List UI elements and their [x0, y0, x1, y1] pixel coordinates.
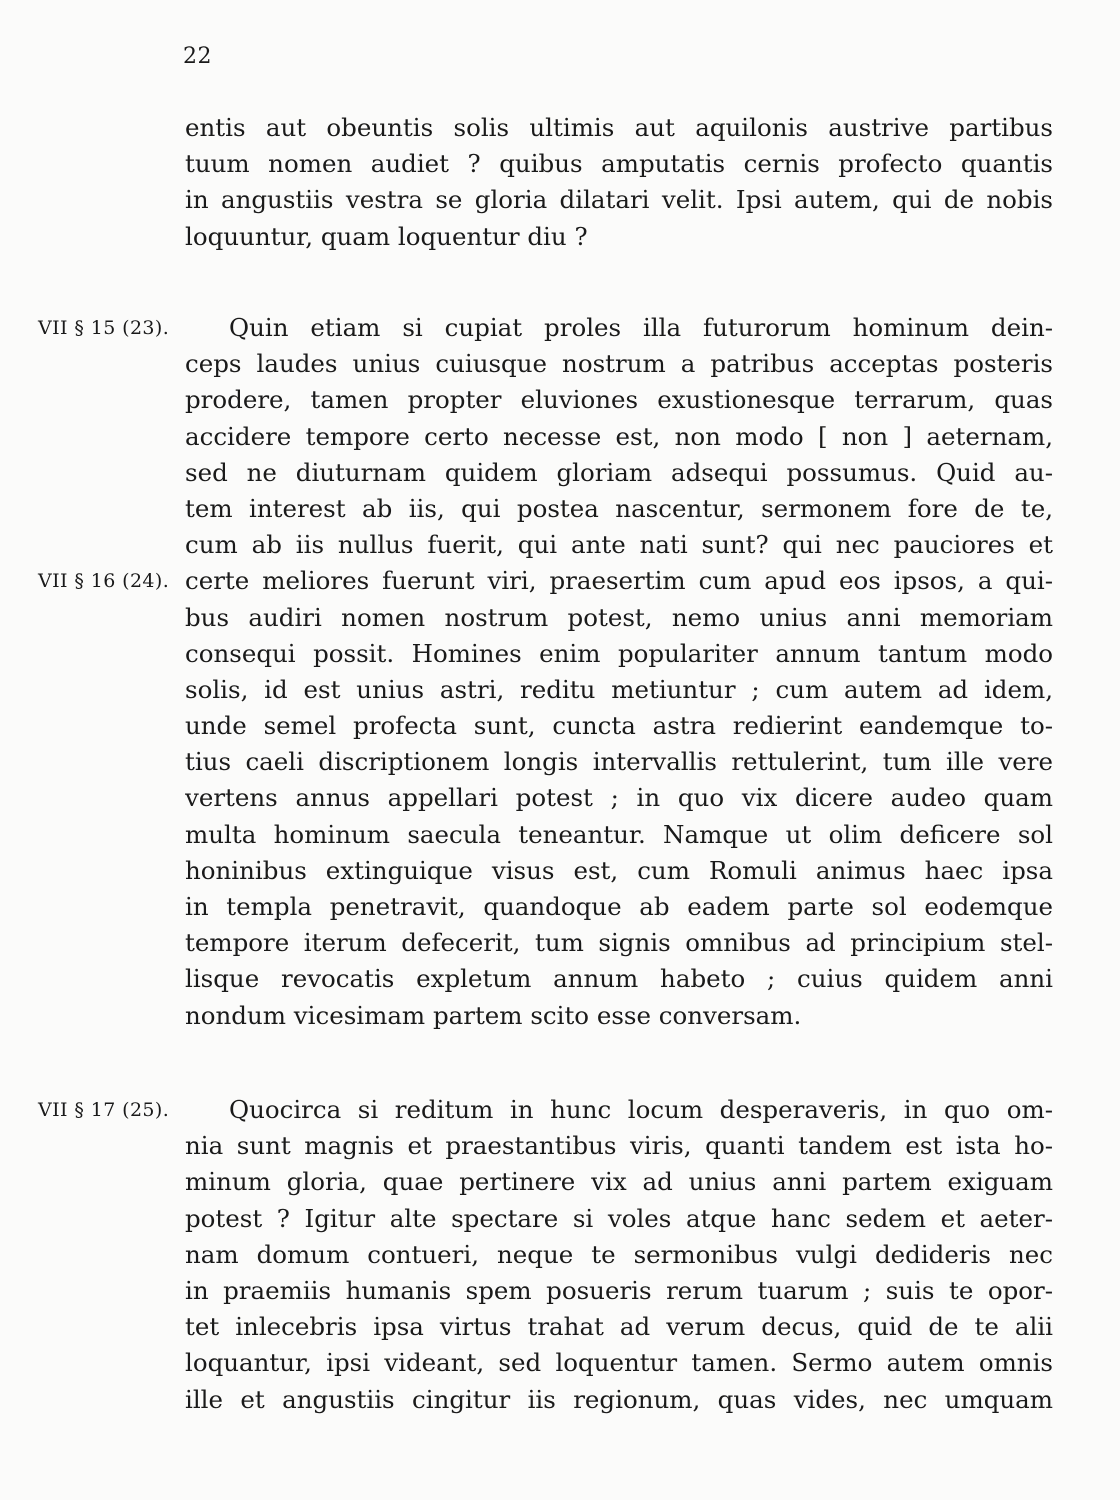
text-line: tet inlecebris ipsa virtus trahat ad verum decus, quid de te alii [185, 1312, 1053, 1342]
text-line: ille et angustiis cingitur iis regionum, quas vides, nec umquam [185, 1384, 1053, 1414]
text-line: unde semel profecta sunt, cuncta astra redierint eandemque to- [185, 711, 1053, 741]
text-line: entis aut obeuntis solis ultimis aut aquilonis austrive partibus [185, 113, 1053, 142]
text-line: tem interest ab iis, qui postea nascentur, sermonem fore de te, [185, 493, 1053, 523]
text-line: tuum nomen audiet ? quibus amputatis cernis profecto quantis [185, 149, 1053, 179]
text-line: multa hominum saecula teneantur. Namque ut olim deficere sol [185, 819, 1053, 849]
marginal-ref-vii-15: VII § 15 (23). [38, 317, 170, 339]
text-line: minum gloria, quae pertinere vix ad unius anni partem exiguam [185, 1167, 1053, 1197]
text-line: in angustiis vestra se gloria dilatari velit. Ipsi autem, qui de nobis [185, 185, 1053, 215]
text-line: loquuntur, quam loquentur diu ? [185, 221, 588, 251]
marginal-ref-vii-16: VII § 16 (24). [38, 570, 170, 592]
text-line: lisque revocatis expletum annum habeto ; cuius quidem anni [185, 964, 1053, 994]
text-line: consequi possit. Homines enim populariter annum tantum modo [185, 638, 1053, 668]
text-line: nam domum contueri, neque te sermonibus vulgi dedideris nec [185, 1239, 1053, 1269]
text-line: nondum vicesimam partem scito esse conversam. [185, 1000, 802, 1030]
text-line: accidere tempore certo necesse est, non modo [ non ] aeternam, [185, 421, 1053, 451]
paragraph-continuation [185, 110, 1053, 255]
paragraph-section-17 [185, 1092, 1053, 1418]
text-line: in praemiis humanis spem posueris rerum tuarum ; suis te opor- [185, 1275, 1053, 1305]
text-line: tius caeli discriptionem longis intervallis rettulerint, tum ille vere [185, 747, 1053, 777]
marginal-ref-vii-17: VII § 17 (25). [38, 1099, 170, 1121]
text-line: Quocirca si reditum in hunc locum desperaveris, in quo om- [229, 1095, 1053, 1124]
text-line: certe meliores fuerunt viri, praesertim cum apud eos ipsos, a qui- [185, 566, 1053, 596]
text-line: tempore iterum defecerit, tum signis omnibus ad principium stel- [185, 928, 1053, 958]
text-line: honinibus extinguique visus est, cum Romuli animus haec ipsa [185, 855, 1053, 885]
paragraph-section-15 [185, 310, 1053, 1034]
text-line: solis, id est unius astri, reditu metiuntur ; cum autem ad idem, [185, 674, 1053, 704]
page-number: 22 [183, 44, 212, 69]
text-line: nia sunt magnis et praestantibus viris, quanti tandem est ista ho- [185, 1131, 1053, 1161]
text-line: Quin etiam si cupiat proles illa futurorum hominum dein- [229, 313, 1053, 342]
text-line: bus audiri nomen nostrum potest, nemo unius anni memoriam [185, 602, 1053, 632]
text-line: loquantur, ipsi videant, sed loquentur tamen. Sermo autem omnis [185, 1348, 1053, 1378]
text-line: vertens annus appellari potest ; in quo vix dicere audeo quam [185, 783, 1053, 813]
text-line: sed ne diuturnam quidem gloriam adsequi possumus. Quid au- [185, 457, 1053, 487]
text-line: ceps laudes unius cuiusque nostrum a patribus acceptas posteris [185, 349, 1053, 379]
text-line: prodere, tamen propter eluviones exustionesque terrarum, quas [185, 385, 1053, 415]
text-line: cum ab iis nullus fuerit, qui ante nati sunt? qui nec pauciores et [185, 530, 1053, 560]
text-line: in templa penetravit, quandoque ab eadem parte sol eodemque [185, 892, 1053, 921]
text-line: potest ? Igitur alte spectare si voles atque hanc sedem et aeter- [185, 1203, 1053, 1233]
